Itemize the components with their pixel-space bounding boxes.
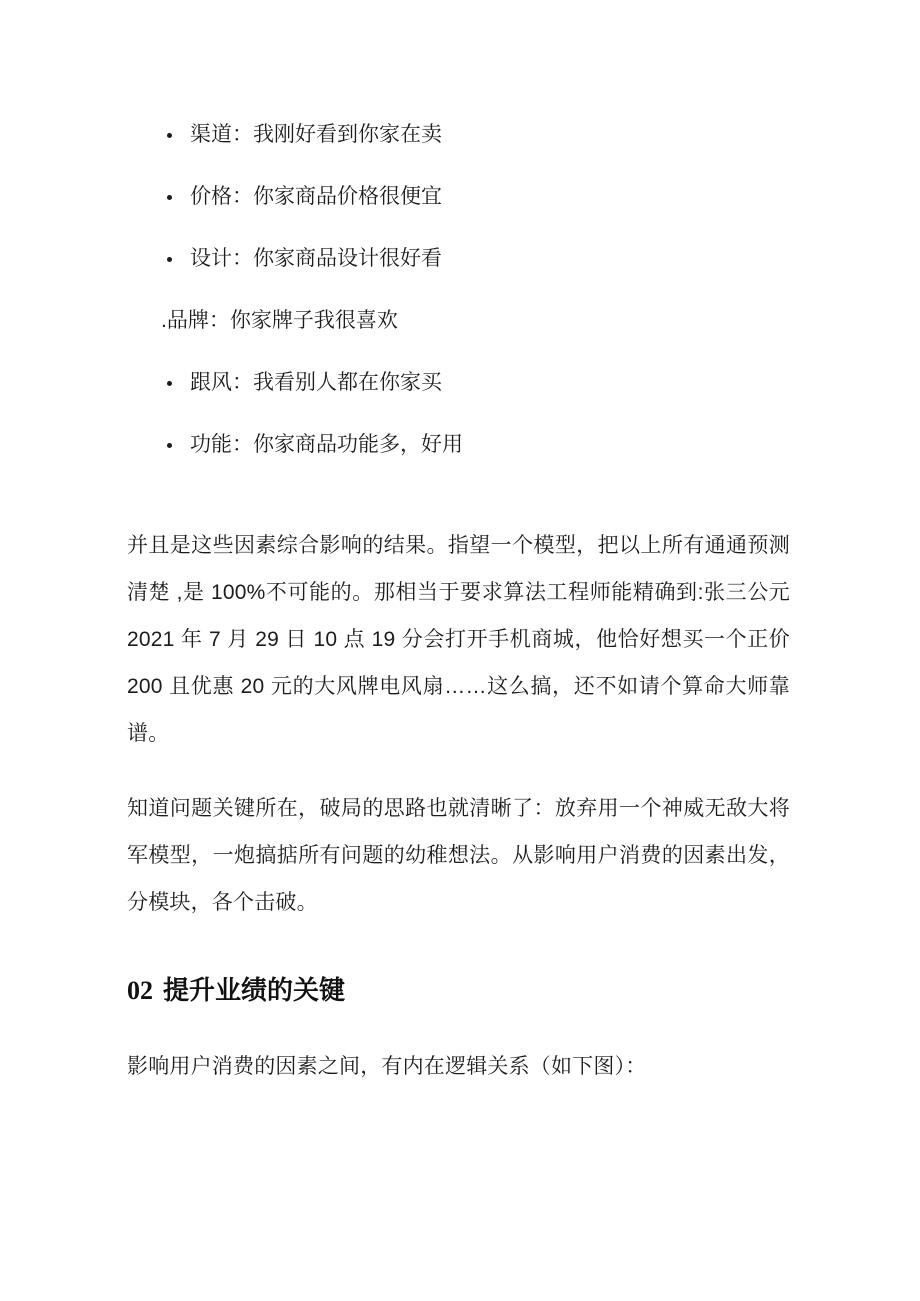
bullet-icon: [167, 443, 172, 448]
bullet-icon: [167, 195, 172, 200]
list-item-text: 渠道：我刚好看到你家在卖: [190, 123, 442, 146]
list-item: [127, 182, 790, 212]
paragraph-model-limits: 并且是这些因素综合影响的结果。指望一个模型，把以上所有通通预测清楚 ,是 100%不可能的。那相当于要求算法工程师能精确到:张三公元 2021 年 7 月 29 日 10 点 19 分会打开手机商城，他恰好想买一个正价 200 且优惠 20 元的大风牌电风扇……这么搞，还不如请个算命大师靠谱。: [127, 534, 790, 745]
bullet-list-top: [127, 120, 790, 274]
section-title: 提升业绩的关键: [163, 975, 346, 1005]
list-item-text: 功能：你家商品功能多，好用: [190, 433, 463, 456]
list-item: [127, 368, 790, 398]
bullet-icon: [167, 257, 172, 262]
section-number: 02: [127, 976, 153, 1005]
paragraph-solution-approach: 知道问题关键所在，破局的思路也就清晰了：放弃用一个神威无敌大将军模型，一炮搞掂所有问题的幼稚想法。从影响用户消费的因素出发，分模块，各个击破。: [127, 797, 790, 914]
list-item-plain-brand: .品牌：你家牌子我很喜欢: [161, 309, 398, 332]
bullet-icon: [167, 381, 172, 386]
paragraph-lead-in: 影响用户消费的因素之间，有内在逻辑关系（如下图）：: [127, 1055, 647, 1078]
list-item-text: 价格：你家商品价格很便宜: [190, 185, 442, 208]
list-item: [127, 430, 790, 460]
list-item-text: 设计：你家商品设计很好看: [190, 247, 442, 270]
section-heading: [127, 972, 790, 1009]
list-item: [127, 120, 790, 150]
list-item-text: 跟风：我看别人都在你家买: [190, 371, 442, 394]
list-item: [127, 244, 790, 274]
bullet-icon: [167, 133, 172, 138]
bullet-list-bottom: [127, 368, 790, 460]
